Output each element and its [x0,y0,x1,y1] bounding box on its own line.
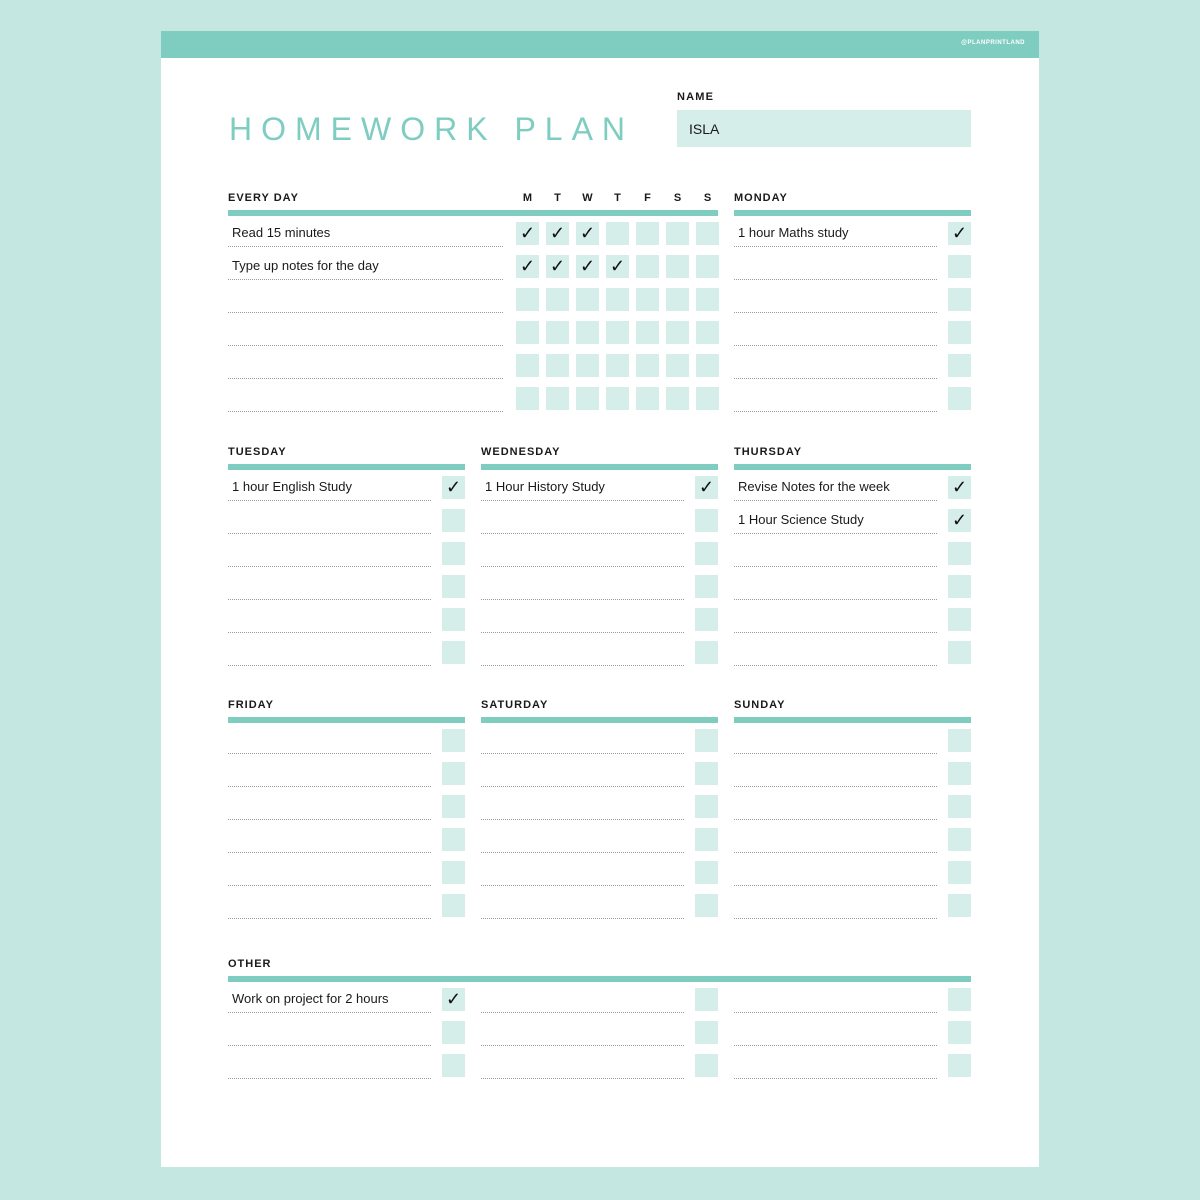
checkbox[interactable] [695,542,718,565]
task-row [734,728,971,761]
checkbox[interactable] [636,222,659,245]
check-mark-icon: ✓ [951,477,968,497]
task-text[interactable] [228,1053,431,1079]
task-row [734,574,971,607]
checkbox[interactable] [948,608,971,631]
task-text[interactable]: 1 hour English Study [228,475,431,501]
task-text[interactable] [481,893,684,919]
checkbox[interactable] [696,321,719,344]
checkbox[interactable] [442,861,465,884]
checkbox[interactable] [696,222,719,245]
task-text[interactable] [228,893,431,919]
checkbox[interactable] [516,222,539,245]
check-mark-icon: ✓ [549,256,566,276]
checkbox[interactable] [442,542,465,565]
checkbox[interactable] [948,795,971,818]
task-row [228,254,718,287]
section-divider [228,210,718,216]
checkbox[interactable] [606,288,629,311]
checkbox[interactable] [695,729,718,752]
checkbox[interactable] [606,354,629,377]
checkbox[interactable] [516,321,539,344]
task-text[interactable] [734,827,937,853]
checkbox[interactable] [695,795,718,818]
checkbox[interactable] [695,1054,718,1077]
task-text[interactable] [481,508,684,534]
task-text[interactable] [228,574,431,600]
task-row [734,221,971,254]
task-row [481,508,718,541]
checkbox[interactable] [695,894,718,917]
checkbox[interactable] [636,321,659,344]
task-text[interactable] [734,320,937,346]
checkbox[interactable] [546,222,569,245]
task-row [734,508,971,541]
task-text[interactable]: Work on project for 2 hours [228,987,431,1013]
task-row [228,987,465,1020]
task-row [228,794,465,827]
task-row [228,287,718,320]
section-heading: FRIDAY [228,699,274,711]
checkbox[interactable] [696,288,719,311]
task-text[interactable]: 1 hour Maths study [734,221,937,247]
task-row [734,761,971,794]
task-row [228,728,465,761]
task-text[interactable] [734,353,937,379]
checkbox[interactable] [948,988,971,1011]
section-divider [734,717,971,723]
weekday-letter: S [703,192,712,204]
checkbox[interactable] [576,255,599,278]
checkbox[interactable] [442,509,465,532]
checkbox[interactable] [666,387,689,410]
task-text[interactable] [481,1053,684,1079]
task-text[interactable] [481,640,684,666]
checkbox[interactable] [948,509,971,532]
checkbox[interactable] [546,321,569,344]
checkbox[interactable] [695,641,718,664]
checkbox[interactable] [666,255,689,278]
task-text[interactable] [734,386,937,412]
name-label: NAME [677,91,715,103]
task-text[interactable] [481,860,684,886]
checkbox[interactable] [442,828,465,851]
checkbox[interactable] [948,894,971,917]
checkbox[interactable] [636,255,659,278]
check-mark-icon: ✓ [549,223,566,243]
task-row [481,827,718,860]
checkbox[interactable] [442,1054,465,1077]
wednesday-section [481,446,718,673]
weekday-letter: F [644,192,651,204]
task-row [734,1020,971,1053]
task-text[interactable] [228,1020,431,1046]
task-text[interactable] [228,640,431,666]
checkbox[interactable] [948,575,971,598]
checkbox[interactable] [442,729,465,752]
checkbox[interactable] [948,828,971,851]
task-row [734,860,971,893]
checkbox[interactable] [546,288,569,311]
checkbox[interactable] [948,1021,971,1044]
task-row [734,287,971,320]
task-text[interactable] [481,1020,684,1046]
task-row [228,827,465,860]
task-text[interactable] [481,827,684,853]
task-text[interactable]: Read 15 minutes [228,221,503,247]
sunday-section [734,699,971,926]
task-text[interactable]: Revise Notes for the week [734,475,937,501]
task-text[interactable] [734,860,937,886]
checkbox[interactable] [576,288,599,311]
checkbox[interactable] [576,354,599,377]
checkbox[interactable] [696,354,719,377]
every-day-section [228,192,718,419]
task-text[interactable] [734,287,937,313]
check-mark-icon: ✓ [609,256,626,276]
checkbox[interactable] [606,255,629,278]
task-row [734,607,971,640]
checkbox[interactable] [695,988,718,1011]
task-text[interactable] [228,386,503,412]
task-row [734,1053,971,1086]
section-heading: SATURDAY [481,699,549,711]
task-text[interactable] [734,987,937,1013]
check-mark-icon: ✓ [519,223,536,243]
checkbox[interactable] [636,288,659,311]
check-mark-icon: ✓ [579,256,596,276]
checkbox[interactable] [695,762,718,785]
checkbox[interactable] [948,762,971,785]
checkbox[interactable] [695,476,718,499]
task-row [228,607,465,640]
checkbox[interactable] [948,1054,971,1077]
checkbox[interactable] [666,288,689,311]
task-row [734,827,971,860]
checkbox[interactable] [948,729,971,752]
task-row [481,475,718,508]
check-mark-icon: ✓ [951,223,968,243]
task-text[interactable] [734,728,937,754]
task-row [734,640,971,673]
task-text[interactable] [228,794,431,820]
checkbox[interactable] [576,387,599,410]
task-row [734,794,971,827]
checkbox[interactable] [948,321,971,344]
check-mark-icon: ✓ [445,477,462,497]
checkbox[interactable] [695,509,718,532]
section-divider [734,464,971,470]
check-mark-icon: ✓ [951,510,968,530]
checkbox[interactable] [442,988,465,1011]
task-text[interactable] [481,728,684,754]
task-row [228,1053,465,1086]
checkbox[interactable] [442,795,465,818]
checkbox[interactable] [516,288,539,311]
task-text[interactable]: 1 Hour Science Study [734,508,937,534]
section-heading: EVERY DAY [228,192,299,204]
task-text[interactable] [228,761,431,787]
task-text[interactable] [228,860,431,886]
task-text[interactable] [734,574,937,600]
task-row [228,508,465,541]
checkbox[interactable] [636,354,659,377]
task-row [228,860,465,893]
checkbox[interactable] [546,387,569,410]
task-row [481,574,718,607]
checkbox[interactable] [948,255,971,278]
check-mark-icon: ✓ [579,223,596,243]
checkbox[interactable] [948,861,971,884]
weekday-letter: T [614,192,621,204]
weekday-letter: W [582,192,593,204]
task-row [481,893,718,926]
weekday-letter: T [554,192,561,204]
checkbox[interactable] [948,387,971,410]
task-text[interactable] [481,607,684,633]
task-row [228,640,465,673]
checkbox[interactable] [516,387,539,410]
checkbox[interactable] [576,222,599,245]
check-mark-icon: ✓ [519,256,536,276]
check-mark-icon: ✓ [445,989,462,1009]
planner-sheet [161,31,1039,1167]
task-text[interactable] [481,761,684,787]
task-text[interactable] [734,761,937,787]
task-row [228,574,465,607]
task-text[interactable] [228,607,431,633]
task-text[interactable] [734,1053,937,1079]
section-divider [481,717,718,723]
other-section [228,958,971,1081]
task-row [228,221,718,254]
section-heading: THURSDAY [734,446,803,458]
task-row [481,1053,718,1086]
task-text[interactable] [228,827,431,853]
brand-text: @PLANPRINTLAND [961,40,1025,46]
task-row [481,541,718,574]
checkbox[interactable] [442,762,465,785]
task-row [734,353,971,386]
checkbox[interactable] [606,387,629,410]
weekday-letter: M [522,192,533,204]
task-row [228,541,465,574]
checkbox[interactable] [695,1021,718,1044]
section-heading: TUESDAY [228,446,287,458]
monday-section [734,192,971,419]
task-row [228,893,465,926]
checkbox[interactable] [695,861,718,884]
task-text[interactable]: 1 Hour History Study [481,475,684,501]
task-text[interactable] [228,508,431,534]
top-banner [161,31,1039,58]
task-text[interactable] [734,607,937,633]
checkbox[interactable] [442,641,465,664]
checkbox[interactable] [948,222,971,245]
tuesday-section [228,446,465,673]
checkbox[interactable] [442,608,465,631]
checkbox[interactable] [696,255,719,278]
task-row [228,353,718,386]
checkbox[interactable] [948,354,971,377]
task-row [734,475,971,508]
task-row [481,607,718,640]
task-row [481,728,718,761]
task-text[interactable] [481,794,684,820]
thursday-section [734,446,971,673]
task-row [481,860,718,893]
checkbox[interactable] [576,321,599,344]
task-row [228,1020,465,1053]
section-divider [481,464,718,470]
task-text[interactable] [481,574,684,600]
checkbox[interactable] [948,641,971,664]
friday-section [228,699,465,926]
task-text[interactable] [734,541,937,567]
checkbox[interactable] [948,288,971,311]
checkbox[interactable] [695,575,718,598]
name-field[interactable]: ISLA [677,110,971,147]
checkbox[interactable] [606,321,629,344]
section-heading: SUNDAY [734,699,786,711]
task-row [228,320,718,353]
task-row [734,987,971,1020]
section-divider [228,717,465,723]
checkbox[interactable] [442,476,465,499]
task-text[interactable] [734,893,937,919]
weekday-letter: S [673,192,682,204]
checkbox[interactable] [695,608,718,631]
page-title: HOMEWORK PLAN [229,111,635,147]
checkbox[interactable] [636,387,659,410]
checkbox[interactable] [546,255,569,278]
task-text[interactable] [481,541,684,567]
checkbox[interactable] [666,354,689,377]
task-row [481,1020,718,1053]
checkbox[interactable] [516,354,539,377]
checkbox[interactable] [442,575,465,598]
task-text[interactable] [734,640,937,666]
task-text[interactable] [228,353,503,379]
checkbox[interactable] [606,222,629,245]
checkbox[interactable] [442,1021,465,1044]
checkbox[interactable] [695,828,718,851]
task-text[interactable] [481,987,684,1013]
section-heading: MONDAY [734,192,788,204]
task-row [734,320,971,353]
check-mark-icon: ✓ [698,477,715,497]
checkbox[interactable] [666,321,689,344]
task-row [734,893,971,926]
checkbox[interactable] [666,222,689,245]
checkbox[interactable] [442,894,465,917]
task-row [481,640,718,673]
task-text[interactable] [228,728,431,754]
checkbox[interactable] [948,542,971,565]
task-text[interactable]: Type up notes for the day [228,254,503,280]
section-divider [734,210,971,216]
task-row [734,254,971,287]
section-heading: WEDNESDAY [481,446,561,458]
task-text[interactable] [734,794,937,820]
task-row [481,794,718,827]
checkbox[interactable] [696,387,719,410]
task-text[interactable] [734,254,937,280]
task-row [481,987,718,1020]
task-row [228,386,718,419]
task-text[interactable] [228,541,431,567]
task-text[interactable] [228,287,503,313]
task-row [734,541,971,574]
task-row [734,386,971,419]
task-text[interactable] [228,320,503,346]
checkbox[interactable] [948,476,971,499]
task-row [228,761,465,794]
saturday-section [481,699,718,926]
section-divider [228,464,465,470]
section-heading: OTHER [228,958,272,970]
task-row [481,761,718,794]
checkbox[interactable] [516,255,539,278]
task-text[interactable] [734,1020,937,1046]
task-row [228,475,465,508]
checkbox[interactable] [546,354,569,377]
